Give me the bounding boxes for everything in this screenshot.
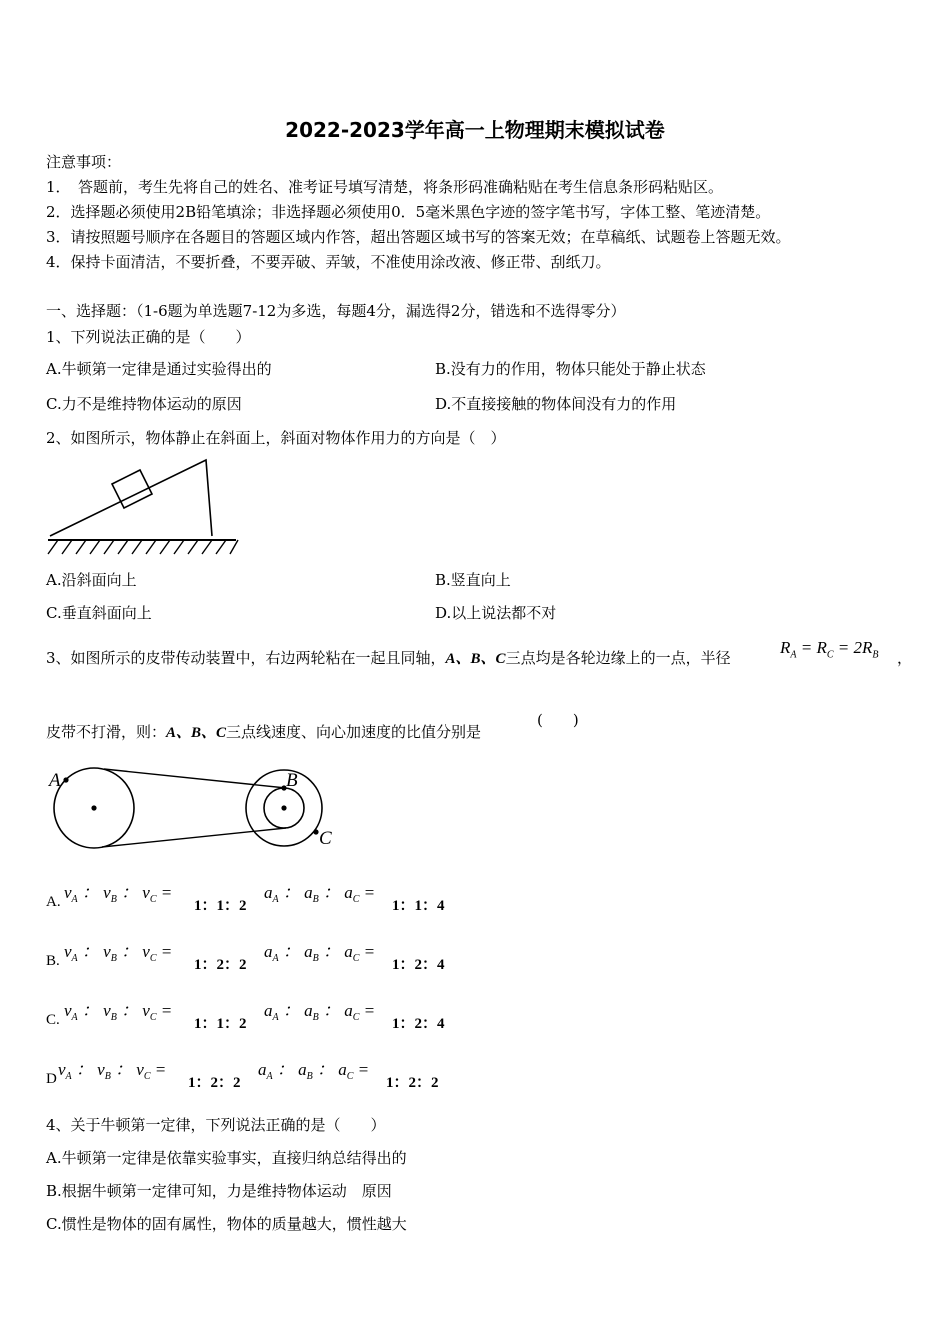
velocity-symbols: $v_A$ ： $v_B$ ： $v_C$ =: [64, 883, 173, 905]
stem-end: ，: [897, 649, 913, 667]
belt-pulley-figure: [44, 764, 344, 860]
velocity-ratio: 1：2：2: [194, 957, 247, 973]
question-stem: 1、下列说法正确的是（ ）: [46, 328, 251, 346]
stem-text: 三点线速度、向心加速度的比值分别是: [226, 723, 482, 741]
incline-slope: [50, 460, 212, 536]
ground-hatch: [48, 540, 238, 554]
label-a: A: [49, 770, 61, 791]
option-label: C.: [46, 1012, 60, 1028]
option-d: D.以上说法都不对: [435, 604, 557, 622]
acceleration-ratio: 1：1：4: [392, 898, 445, 914]
q3-option-2: [46, 996, 466, 1036]
question-stem: 4、关于牛顿第一定律，下列说法正确的是（ ）: [46, 1116, 386, 1134]
q3-option-3: [46, 1055, 466, 1095]
velocity-symbols: $v_A$ ： $v_B$ ： $v_C$ =: [64, 1001, 173, 1023]
option-a: A.牛顿第一定律是通过实验得出的: [46, 360, 272, 378]
section-heading: 一、选择题：（1-6题为单选题7-12为多选，每题4分，漏选得2分，错选和不选得零分）: [46, 302, 626, 320]
radius-equation-text: $R_A = R_C = 2R_B$: [780, 638, 879, 661]
belt-bottom: [102, 828, 286, 847]
velocity-symbols: $v_A$ ： $v_B$ ： $v_C$ =: [64, 942, 173, 964]
acceleration-ratio: 1：2：2: [386, 1075, 439, 1091]
velocity-ratio: 1：2：2: [188, 1075, 241, 1091]
acceleration-symbols: $a_A$ ： $a_B$ ： $a_C$ =: [264, 883, 376, 905]
option-label: D: [46, 1071, 57, 1087]
stem-points: A、B、C: [445, 651, 506, 667]
velocity-ratio: 1：1：2: [194, 898, 247, 914]
question-stem: 2、如图所示，物体静止在斜面上，斜面对物体作用力的方向是（ ）: [46, 429, 506, 447]
option-d: D.不直接接触的物体间没有力的作用: [435, 395, 677, 413]
option-b: B.根据牛顿第一定律可知，力是维持物体运动 原因: [46, 1182, 392, 1200]
acceleration-symbols: $a_A$ ： $a_B$ ： $a_C$ =: [264, 1001, 376, 1023]
option-b: B.竖直向上: [435, 571, 511, 589]
notice-item: 2．选择题必须使用2B铅笔填涂；非选择题必须使用0．5毫米黑色字迹的签字笔书写，字体工整、笔迹清楚。: [46, 203, 771, 221]
label-b: B: [286, 770, 298, 791]
acceleration-symbols: $a_A$ ： $a_B$ ： $a_C$ =: [258, 1060, 370, 1082]
page-title: 2022-2023学年高一上物理期末模拟试卷: [285, 118, 665, 142]
left-wheel-center: [91, 805, 96, 810]
stem-text: 皮带不打滑，则：: [46, 723, 167, 741]
option-a: A.沿斜面向上: [46, 571, 137, 589]
option-c: C.力不是维持物体运动的原因: [46, 395, 242, 413]
notice-heading: 注意事项：: [46, 153, 122, 171]
velocity-ratio: 1：1：2: [194, 1016, 247, 1032]
point-c: [313, 829, 318, 834]
point-a: [63, 777, 68, 782]
acceleration-ratio: 1：2：4: [392, 957, 445, 973]
q3-option-0: [46, 878, 466, 918]
right-wheel-center: [281, 805, 286, 810]
option-a: A.牛顿第一定律是依靠实验事实，直接归纳总结得出的: [46, 1149, 407, 1167]
notice-item: 4．保持卡面清洁，不要折叠，不要弄破、弄皱，不准使用涂改液、修正带、刮纸刀。: [46, 253, 611, 271]
notice-item: 1． 答题前，考生先将自己的姓名、准考证号填写清楚，将条形码准确粘贴在考生信息条形码粘贴区。: [46, 178, 724, 196]
radius-equation: [780, 638, 879, 665]
stem-points: A、B、C: [166, 725, 227, 741]
acceleration-ratio: 1：2：4: [392, 1016, 445, 1032]
belt-top: [104, 769, 286, 788]
option-b: B.没有力的作用，物体只能处于静止状态: [435, 360, 706, 378]
option-label: A.: [46, 894, 61, 910]
option-label: B.: [46, 953, 60, 969]
stem-text: 3、如图所示的皮带传动装置中，右边两轮粘在一起且同轴，: [46, 649, 446, 667]
q3-option-1: [46, 937, 466, 977]
notice-item: 3．请按照题号顺序在各题目的答题区域内作答，超出答题区域书写的答案无效；在草稿纸、试题卷上答题无效。: [46, 228, 791, 246]
answer-paren: ( ): [537, 711, 579, 729]
acceleration-symbols: $a_A$ ： $a_B$ ： $a_C$ =: [264, 942, 376, 964]
incline-figure: [44, 456, 244, 560]
velocity-symbols: $v_A$ ： $v_B$ ： $v_C$ =: [58, 1060, 167, 1082]
option-c: C.垂直斜面向上: [46, 604, 152, 622]
option-c: C.惯性是物体的固有属性，物体的质量越大，惯性越大: [46, 1215, 407, 1233]
question-stem-line2: [46, 722, 481, 743]
question-stem: [46, 648, 731, 669]
label-c: C: [319, 828, 332, 849]
stem-text: 三点均是各轮边缘上的一点，半径: [505, 649, 731, 667]
